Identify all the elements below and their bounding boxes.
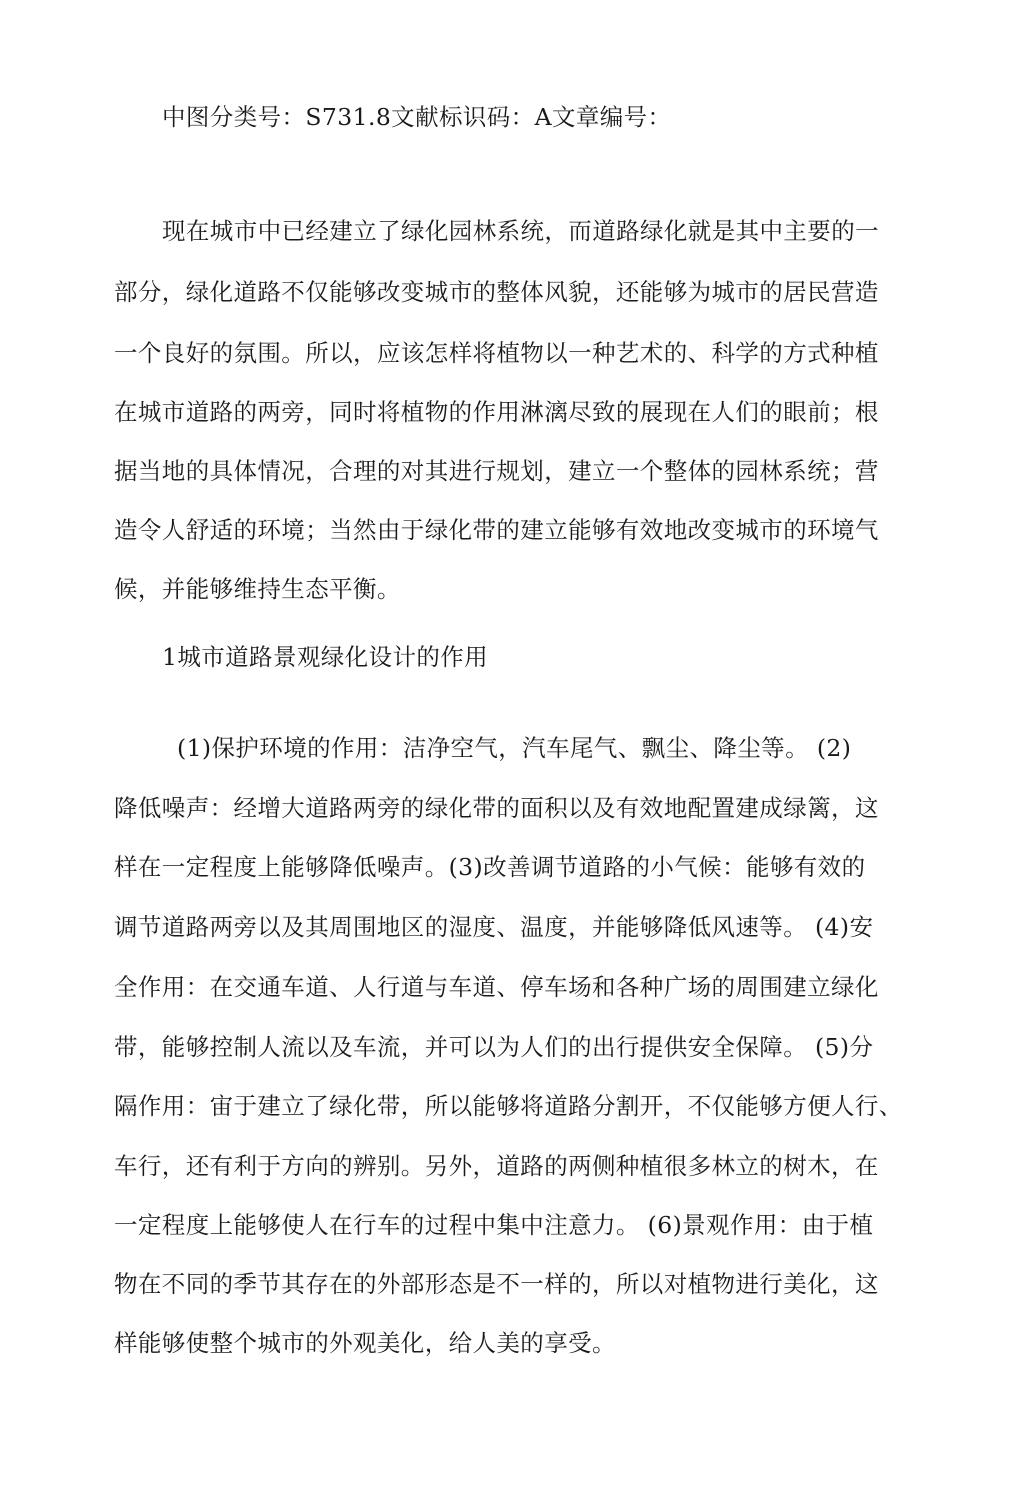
section-heading: 1城市道路景观绿化设计的作用 bbox=[162, 643, 489, 671]
paragraph-line: 在城市道路的两旁，同时将植物的作用淋漓尽致的展现在人们的眼前；根 bbox=[114, 398, 879, 426]
classification-line: 中图分类号：S731.8文献标识码：A文章编号： bbox=[162, 103, 672, 131]
paragraph-line: 现在城市中已经建立了绿化园林系统，而道路绿化就是其中主要的一 bbox=[162, 217, 879, 245]
paragraph-line: 样在一定程度上能够降低噪声。(3)改善调节道路的小气候：能够有效的 bbox=[114, 853, 866, 881]
paragraph-line: 隔作用：宙于建立了绿化带，所以能够将道路分割开，不仅能够方便人行、 bbox=[114, 1092, 903, 1120]
paragraph-line: 部分，绿化道路不仅能够改变城市的整体风貌，还能够为城市的居民营造 bbox=[114, 278, 879, 306]
paragraph-line: 带，能够控制人流以及车流，并可以为人们的出行提供安全保障。 (5)分 bbox=[114, 1033, 874, 1061]
paragraph-line: (1)保护环境的作用：洁净空气，汽车尾气、飘尘、降尘等。 (2) bbox=[177, 734, 852, 762]
paragraph-line: 一个良好的氛围。所以，应该怎样将植物以一种艺术的、科学的方式种植 bbox=[114, 339, 879, 367]
paragraph-line: 降低噪声：经增大道路两旁的绿化带的面积以及有效地配置建成绿篱，这 bbox=[114, 794, 879, 822]
paragraph-line: 造令人舒适的环境；当然由于绿化带的建立能够有效地改变城市的环境气 bbox=[114, 516, 879, 544]
paragraph-line: 调节道路两旁以及其周围地区的湿度、温度，并能够降低风速等。 (4)安 bbox=[114, 913, 874, 941]
paragraph-line: 物在不同的季节其存在的外部形态是不一样的，所以对植物进行美化，这 bbox=[114, 1270, 879, 1298]
paragraph-line: 候，并能够维持生态平衡。 bbox=[114, 575, 401, 603]
paragraph-line: 据当地的具体情况，合理的对其进行规划，建立一个整体的园林系统；营 bbox=[114, 457, 879, 485]
paragraph-line: 车行，还有利于方向的辨别。另外，道路的两侧种植很多林立的树木，在 bbox=[114, 1152, 879, 1180]
paragraph-line: 样能够使整个城市的外观美化，给人美的享受。 bbox=[114, 1329, 616, 1357]
paragraph-line: 一定程度上能够使人在行车的过程中集中注意力。 (6)景观作用：由于植 bbox=[114, 1211, 874, 1239]
paragraph-line: 全作用：在交通车道、人行道与车道、停车场和各种广场的周围建立绿化 bbox=[114, 973, 879, 1001]
